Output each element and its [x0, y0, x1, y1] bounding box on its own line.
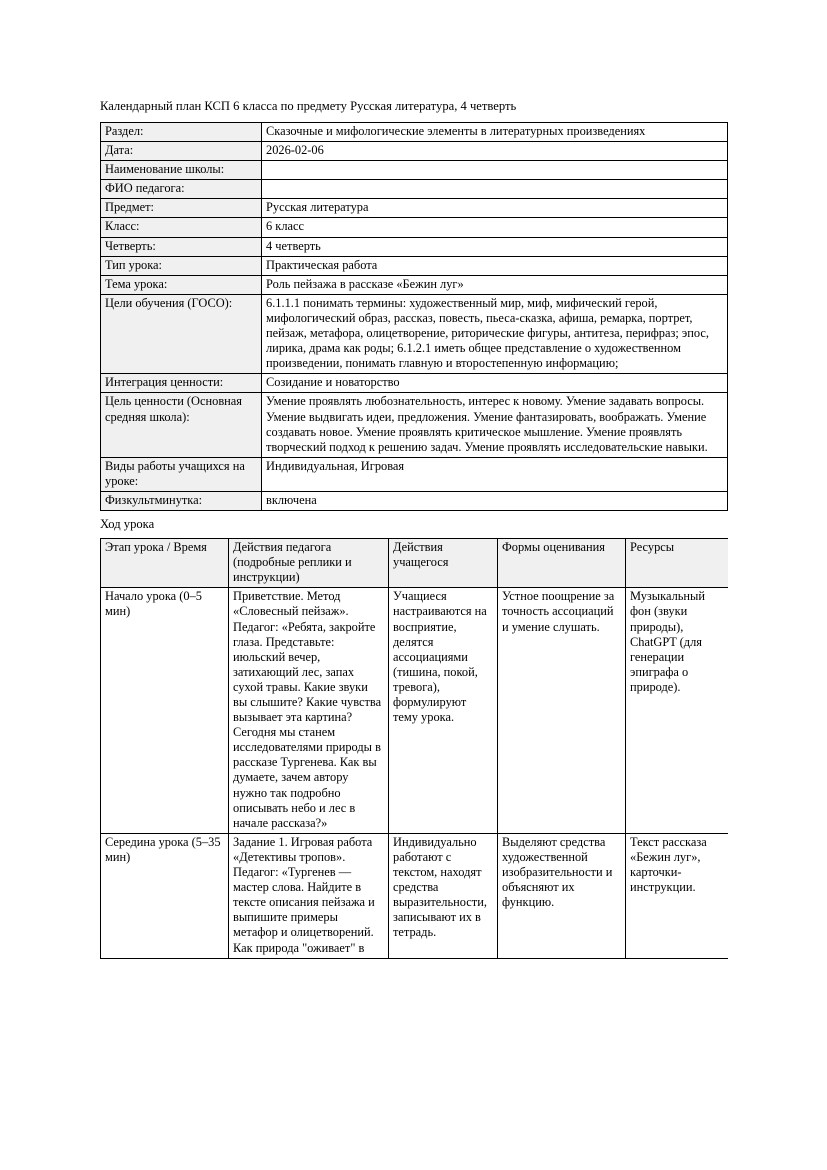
info-value: 4 четверть: [262, 237, 728, 256]
column-header-teacher-actions: Действия педагога (подробные реплики и инструкции): [229, 539, 389, 588]
info-label: Четверть:: [101, 237, 262, 256]
cell-student-actions: Индивидуально работают с текстом, находят средства выразительности, записывают их в тетрадь.: [389, 833, 498, 958]
cell-teacher-actions: Приветствие. Метод «Словесный пейзаж». Педагог: «Ребята, закройте глаза. Представьте: июльский вечер, затихающий лес, запах сухой травы. Какие звуки вы слышите? Какие чувства вызывает эта картина? Сегодня мы станем исследователями природы в рассказе Тургенева. Как вы думаете, зачем автору нужно так подробно описывать небо и лес в начале рассказа?»: [229, 588, 389, 834]
table-row: [101, 237, 728, 256]
table-row: [101, 275, 728, 294]
column-header-stage: Этап урока / Время: [101, 539, 229, 588]
table-row: [101, 294, 728, 373]
document-content: [100, 98, 728, 1071]
column-header-assessment: Формы оценивания: [498, 539, 626, 588]
lesson-flow-head: [101, 539, 729, 588]
info-label: Цель ценности (Основная средняя школа):: [101, 393, 262, 457]
info-value: [262, 180, 728, 199]
table-row: [101, 218, 728, 237]
info-value: Созидание и новаторство: [262, 374, 728, 393]
info-value: [262, 161, 728, 180]
cell-resources: Текст рассказа «Бежин луг», карточки-инструкции.: [626, 833, 729, 958]
lesson-flow-caption: Ход урока: [100, 517, 155, 532]
lesson-flow-table: [100, 538, 728, 959]
info-value: Сказочные и мифологические элементы в литературных произведениях: [262, 123, 728, 142]
cell-teacher-actions: Задание 1. Игровая работа «Детективы тропов». Педагог: «Тургенев — мастер слова. Найдите в тексте описания пейзажа и выпишите примеры метафор и олицетворений. Как природа "оживает" в: [229, 833, 389, 958]
info-value: Практическая работа: [262, 256, 728, 275]
info-label: Дата:: [101, 142, 262, 161]
document-title: Календарный план КСП 6 класса по предмету Русская литература, 4 четверть: [100, 99, 517, 113]
info-label: Тип урока:: [101, 256, 262, 275]
table-row: [101, 123, 728, 142]
info-label: Тема урока:: [101, 275, 262, 294]
info-label: Класс:: [101, 218, 262, 237]
table-row: [101, 457, 728, 491]
info-value: 6.1.1.1 понимать термины: художественный мир, миф, мифический герой, мифологический образ, рассказ, повесть, пьеса-сказка, афиша, ремарка, портрет, пейзаж, метафора, олицетворение, риторические фигуры, антитеза, перифраз; эпос, лирика, драма как роды; 6.1.2.1 иметь общее представление о художественном произведении, понимать главную и второстепенную информацию;: [262, 294, 728, 373]
table-row: [101, 256, 728, 275]
info-label: Наименование школы:: [101, 161, 262, 180]
cell-student-actions: Учащиеся настраиваются на восприятие, делятся ассоциациями (тишина, покой, тревога), формулируют тему урока.: [389, 588, 498, 834]
info-value: Умение проявлять любознательность, интерес к новому. Умение задавать вопросы. Умение выдвигать идеи, предложения. Умение фантазировать, воображать. Умение создавать новое. Умение проявлять критическое мышление. Умение проявлять творческий подход к решению задач. Умение проявлять исследовательские навыки.: [262, 393, 728, 457]
cell-stage: Начало урока (0–5 мин): [101, 588, 229, 834]
info-value: 6 класс: [262, 218, 728, 237]
cell-assessment: Устное поощрение за точность ассоциаций и умение слушать.: [498, 588, 626, 834]
info-label: Цели обучения (ГОСО):: [101, 294, 262, 373]
table-row: [101, 161, 728, 180]
table-row: [101, 833, 729, 958]
table-row: [101, 393, 728, 457]
lesson-flow-table-wrapper: [100, 538, 728, 1071]
table-header-row: [101, 539, 729, 588]
info-label: Физкультминутка:: [101, 491, 262, 510]
table-row: [101, 142, 728, 161]
lesson-info-table: [100, 122, 728, 511]
info-value: Русская литература: [262, 199, 728, 218]
info-label: ФИО педагога:: [101, 180, 262, 199]
table-row: [101, 199, 728, 218]
info-value: 2026-02-06: [262, 142, 728, 161]
info-label: Интеграция ценности:: [101, 374, 262, 393]
column-header-resources: Ресурсы: [626, 539, 729, 588]
table-row: [101, 374, 728, 393]
table-row: [101, 491, 728, 510]
info-value: Роль пейзажа в рассказе «Бежин луг»: [262, 275, 728, 294]
cell-resources: Музыкальный фон (звуки природы), ChatGPT (для генерации эпиграфа о природе).: [626, 588, 729, 834]
column-header-student-actions: Действия учащегося: [389, 539, 498, 588]
cell-assessment: Выделяют средства художественной изобразительности и объясняют их функцию.: [498, 833, 626, 958]
info-label: Виды работы учащихся на уроке:: [101, 457, 262, 491]
lesson-info-body: [101, 123, 728, 511]
table-row: [101, 588, 729, 834]
info-value: Индивидуальная, Игровая: [262, 457, 728, 491]
info-label: Предмет:: [101, 199, 262, 218]
table-row: [101, 180, 728, 199]
info-value: включена: [262, 491, 728, 510]
lesson-flow-body: [101, 588, 729, 958]
info-label: Раздел:: [101, 123, 262, 142]
cell-stage: Середина урока (5–35 мин): [101, 833, 229, 958]
